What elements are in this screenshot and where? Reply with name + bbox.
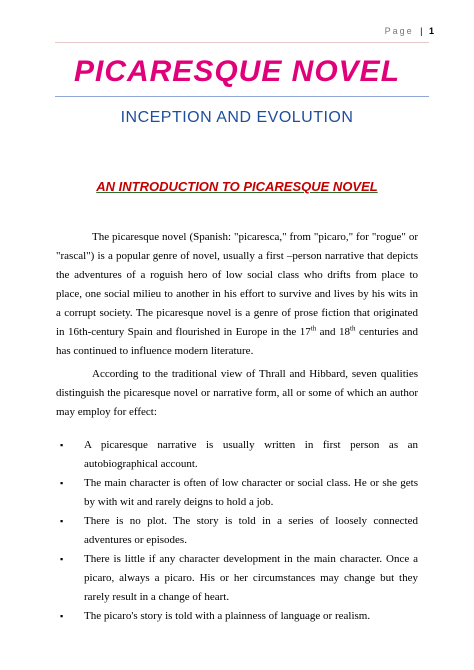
paragraph-qualities-intro: According to the traditional view of Thrall and Hibbard, seven qualities distinguish the picaresque novel or narrative form, all or some of which an author may employ for effect:: [56, 368, 418, 418]
title-rule: [55, 96, 429, 97]
paragraph-intro-part-a: The picaresque novel (Spanish: "picaresca," from "picaro," for "rogue" or "rascal") is a popular genre of novel, usually a first –person narrative that depicts the adventures of a roguish hero of low social class who drifts from place to place, one social milieu to another in his effort to survive and lives by his wits in a corrupt society.: [56, 231, 418, 319]
qualities-list: [56, 436, 418, 626]
header-separator: |: [420, 26, 423, 36]
bullet-icon: ▪: [60, 516, 64, 526]
list-item-text: There is no plot. The story is told in a series of loosely connected adventures or episodes.: [84, 515, 418, 546]
document-title: PICARESQUE NOVEL: [73, 55, 401, 88]
section-heading: AN INTRODUCTION TO PICARESQUE NOVEL: [96, 179, 378, 194]
list-item-text: The picaro's story is told with a plainness of language or realism.: [84, 610, 371, 622]
header-rule: [55, 42, 429, 43]
list-item-text: A picaresque narrative is usually written in first person as an autobiographical account.: [84, 439, 418, 470]
document-subtitle: INCEPTION AND EVOLUTION: [120, 109, 354, 126]
paragraph-intro-part-b: The picaresque novel is a genre of prose fiction that originated in 16th-century Spain and flourished in Europe in the 17: [56, 307, 418, 338]
superscript-th-1: th: [310, 324, 317, 333]
page-label: Page: [384, 26, 414, 36]
list-item-text: The main character is often of low character or social class. He or she gets by with wit and rarely deigns to hold a job.: [84, 477, 418, 508]
list-item: [56, 512, 418, 550]
list-item: [56, 550, 418, 607]
list-item: [56, 474, 418, 512]
body-text: [56, 228, 418, 422]
list-item: [56, 436, 418, 474]
bullet-icon: ▪: [60, 440, 64, 450]
paragraph-intro-part-d: centuries and has continued to influence modern literature.: [56, 326, 418, 357]
paragraph-introduction: [56, 228, 418, 361]
bullet-icon: ▪: [60, 554, 64, 564]
bullet-icon: ▪: [60, 611, 64, 621]
list-item-text: There is little if any character development in the main character. Once a picaro, always a picaro. His or her circumstances may change but they rarely result in a change of heart.: [84, 553, 418, 603]
page-number: 1: [428, 26, 434, 36]
list-item: [56, 607, 418, 626]
paragraph-intro-part-c: and 18: [316, 326, 351, 338]
bullet-icon: ▪: [60, 478, 64, 488]
page-header: [385, 26, 434, 36]
superscript-th-2: th: [350, 324, 356, 333]
